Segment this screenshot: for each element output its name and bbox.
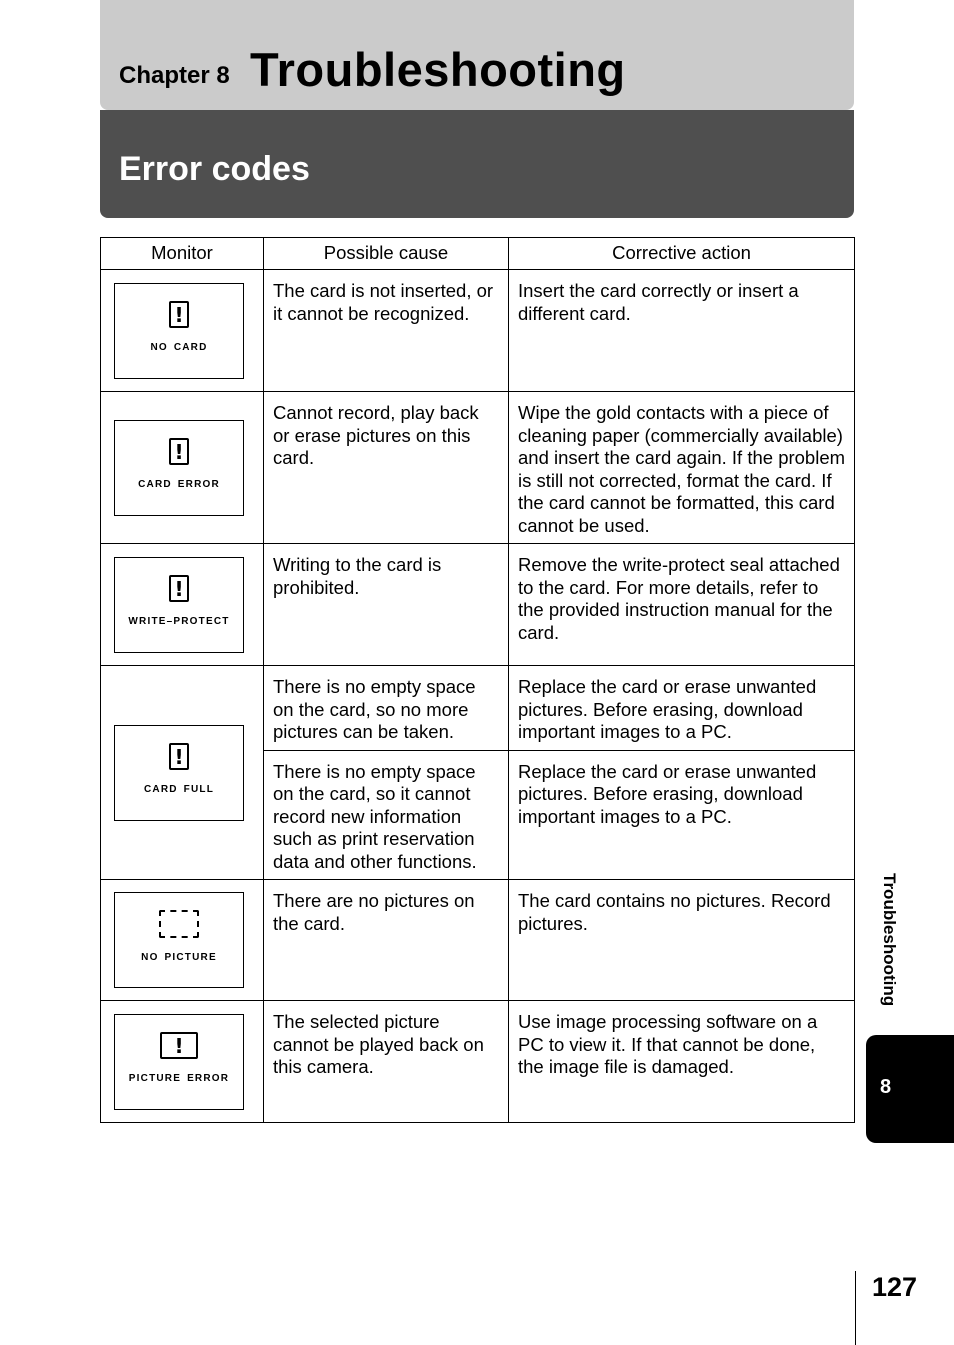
action-cell: Wipe the gold contacts with a piece of cleaning paper (commercially available) and insert the card again. If the problem is still not corrected, format the card. If the card cannot be formatted, this card cannot be used. (509, 392, 855, 544)
section-title: Error codes (119, 150, 310, 188)
column-header-monitor: Monitor (101, 238, 264, 270)
error-codes-table (100, 237, 855, 1123)
table-row (101, 392, 855, 544)
lcd-display (114, 725, 244, 821)
cause-cell: There is no empty space on the card, so it cannot record new information such as print reservation data and other functions. (264, 750, 509, 880)
exclamation-picture-icon: ! (160, 1032, 198, 1059)
exclamation-card-icon: ! (169, 575, 189, 602)
lcd-message: CARD ERROR (138, 479, 220, 491)
lcd-display (114, 420, 244, 516)
action-cell: Replace the card or erase unwanted pictures. Before erasing, download important images to a PC. (509, 666, 855, 751)
cause-cell: The selected picture cannot be played back on this camera. (264, 1001, 509, 1123)
exclamation-card-icon: ! (169, 743, 189, 770)
lcd-display (114, 557, 244, 653)
column-header-cause: Possible cause (264, 238, 509, 270)
cause-cell: There are no pictures on the card. (264, 880, 509, 1001)
lcd-display (114, 1014, 244, 1110)
lcd-message: WRITE–PROTECT (128, 616, 230, 628)
exclamation-card-icon: ! (169, 438, 189, 465)
lcd-display (114, 892, 244, 988)
side-tab-number: 8 (880, 1076, 892, 1098)
table-row (101, 270, 855, 392)
cause-cell: Cannot record, play back or erase pictures on this card. (264, 392, 509, 544)
action-cell: The card contains no pictures. Record pictures. (509, 880, 855, 1001)
table-row (101, 666, 855, 751)
lcd-display (114, 283, 244, 379)
page-number-divider (855, 1271, 856, 1345)
cause-cell: Writing to the card is prohibited. (264, 544, 509, 666)
exclamation-card-icon: ! (169, 301, 189, 328)
action-cell: Replace the card or erase unwanted pictures. Before erasing, download important images to a PC. (509, 750, 855, 880)
table-row (101, 880, 855, 1001)
lcd-message: NO PICTURE (141, 952, 217, 964)
action-cell: Remove the write-protect seal attached to the card. For more details, refer to the provided instruction manual for the card. (509, 544, 855, 666)
cause-cell: The card is not inserted, or it cannot be recognized. (264, 270, 509, 392)
monitor-cell (101, 392, 264, 544)
monitor-cell (101, 880, 264, 1001)
monitor-cell (101, 1001, 264, 1123)
lcd-message: NO CARD (150, 342, 208, 354)
monitor-cell (101, 544, 264, 666)
action-cell: Use image processing software on a PC to view it. If that cannot be done, the image file is damaged. (509, 1001, 855, 1123)
table-header-row (101, 238, 855, 270)
table-row (101, 544, 855, 666)
page-number: 127 (872, 1272, 918, 1302)
action-cell: Insert the card correctly or insert a different card. (509, 270, 855, 392)
lcd-message: CARD FULL (143, 784, 214, 796)
monitor-cell (101, 666, 264, 880)
dashed-frame-icon (159, 910, 199, 938)
side-tab-label: Troubleshooting (880, 873, 899, 1007)
table-row (101, 1001, 855, 1123)
cause-cell: There is no empty space on the card, so no more pictures can be taken. (264, 666, 509, 751)
monitor-cell (101, 270, 264, 392)
lcd-message: PICTURE ERROR (128, 1073, 230, 1085)
chapter-title: Troubleshooting (250, 43, 626, 96)
chapter-label: Chapter 8 (119, 62, 230, 89)
column-header-action: Corrective action (509, 238, 855, 270)
